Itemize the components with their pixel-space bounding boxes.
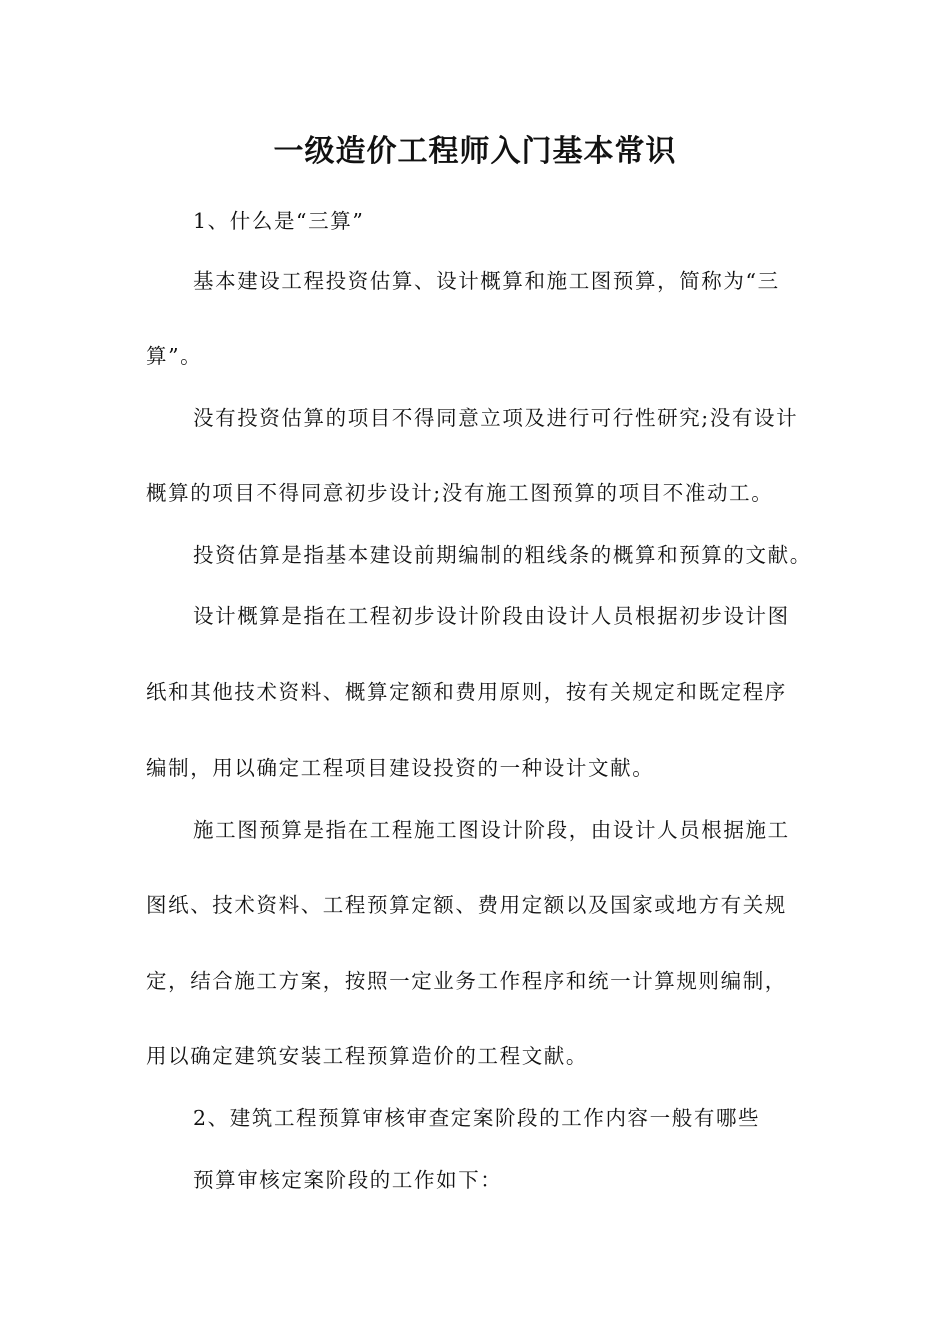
- section-heading-1: 1、什么是“三算”: [193, 209, 365, 233]
- section-heading-2: 2、建筑工程预算审核审查定案阶段的工作内容一般有哪些: [193, 1106, 761, 1130]
- paragraph-line: 设计概算是指在工程初步设计阶段由设计人员根据初步设计图: [193, 604, 790, 628]
- paragraph-line: 图纸、技术资料、工程预算定额、费用定额以及国家或地方有关规: [146, 893, 787, 917]
- paragraph-line: 用以确定建筑安装工程预算造价的工程文献。: [146, 1044, 588, 1068]
- paragraph-line: 概算的项目不得同意初步设计;没有施工图预算的项目不准动工。: [146, 481, 774, 505]
- paragraph-line: 纸和其他技术资料、概算定额和费用原则，按有关规定和既定程序: [146, 680, 787, 704]
- paragraph-line: 预算审核定案阶段的工作如下：: [193, 1168, 503, 1192]
- paragraph-line: 定，结合施工方案，按照一定业务工作程序和统一计算规则编制，: [146, 969, 787, 993]
- paragraph-line: 算”。: [146, 344, 203, 368]
- paragraph-line: 没有投资估算的项目不得同意立项及进行可行性研究;没有设计: [193, 406, 799, 430]
- paragraph-line: 编制，用以确定工程项目建设投资的一种设计文献。: [146, 756, 655, 780]
- paragraph-line: 投资估算是指基本建设前期编制的粗线条的概算和预算的文献。: [193, 543, 812, 567]
- document-title: 一级造价工程师入门基本常识: [273, 134, 677, 169]
- paragraph-line: 基本建设工程投资估算、设计概算和施工图预算，简称为“三: [193, 269, 780, 293]
- paragraph-line: 施工图预算是指在工程施工图设计阶段，由设计人员根据施工: [193, 818, 790, 842]
